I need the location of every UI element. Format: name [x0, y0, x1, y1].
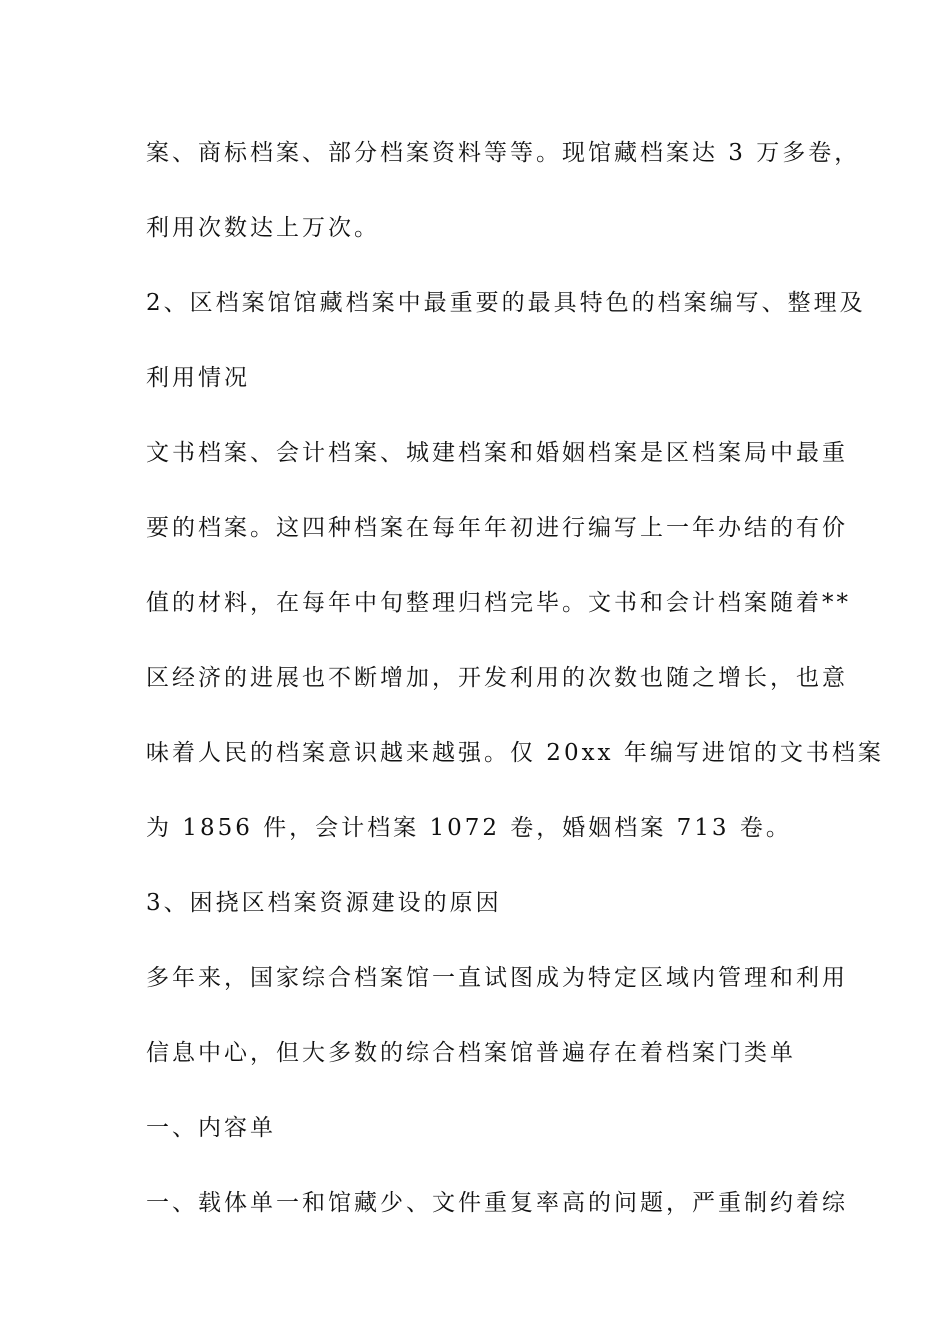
section-heading: 2、区档案馆馆藏档案中最重要的最具特色的档案编写、整理及 [146, 290, 866, 316]
text-line: 利用次数达上万次。 [146, 215, 380, 241]
section-heading: 利用情况 [146, 365, 250, 391]
text-line: 值的材料，在每年中旬整理归档完毕。文书和会计档案随着** [146, 590, 851, 616]
text-line: 为 1856 件，会计档案 1072 卷，婚姻档案 713 卷。 [146, 815, 792, 841]
section-heading: 3、困挠区档案资源建设的原因 [146, 890, 502, 916]
text-line: 信息中心，但大多数的综合档案馆普遍存在着档案门类单 [146, 1040, 796, 1066]
text-line: 案、商标档案、部分档案资料等等。现馆藏档案达 3 万多卷， [146, 140, 861, 166]
text-line: 味着人民的档案意识越来越强。仅 20xx 年编写进馆的文书档案 [146, 740, 884, 766]
text-line: 多年来，国家综合档案馆一直试图成为特定区域内管理和利用 [146, 965, 848, 991]
text-line: 一、载体单一和馆藏少、文件重复率高的问题，严重制约着综 [146, 1190, 848, 1216]
text-line: 文书档案、会计档案、城建档案和婚姻档案是区档案局中最重 [146, 440, 848, 466]
text-line: 要的档案。这四种档案在每年年初进行编写上一年办结的有价 [146, 515, 848, 541]
text-line: 一、内容单 [146, 1115, 276, 1141]
text-line: 区经济的进展也不断增加，开发利用的次数也随之增长，也意 [146, 665, 848, 691]
